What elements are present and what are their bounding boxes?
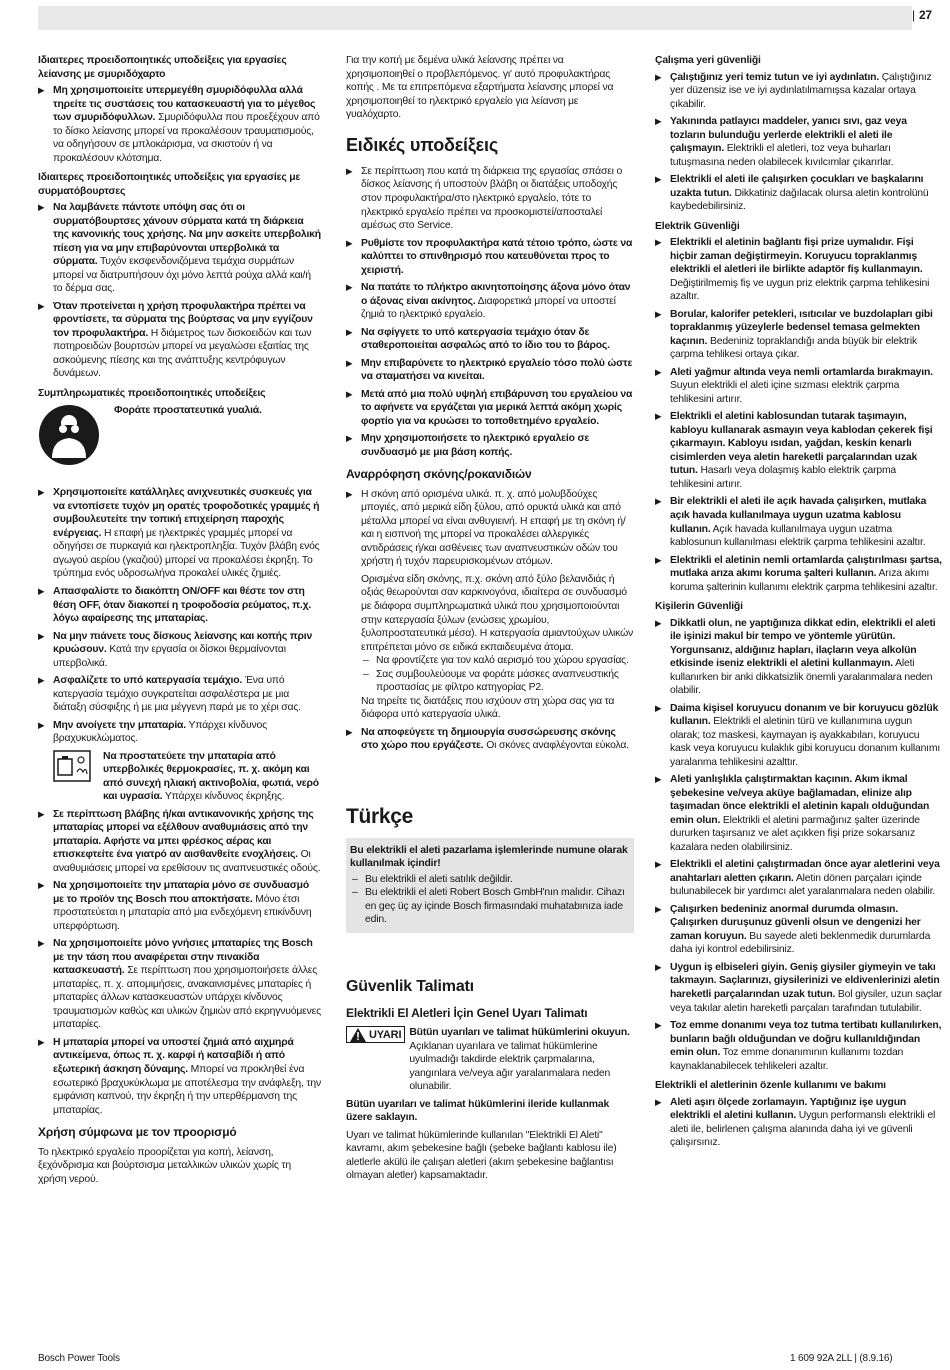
box-title: Bu elektrikli el aleti pazarlama işlemlerinde numune olarak kullanılmak içindir!	[350, 844, 628, 870]
dash-item: – Bu elektrikli el aleti Robert Bosch GmbH'nın malıdır. Cihazı en geç üç ay içinde Bosch firmasındaki muhatabınıza iade edin.	[350, 886, 630, 927]
paragraph: Το ηλεκτρικό εργαλείο προορίζεται για κοπή, λείανση, ξεχόνδρισμα και βούρτσισμα μεταλλικών υλικών χωρίς τη χρήση νερού.	[38, 1146, 291, 1185]
warning-block: UYARI Bütün uyarıları ve talimat hükümlerini okuyun. Açıklanan uyarılara ve talimat hükümlerine uyulmadığı takdirde elektrik çarpmalarına, yangınlara ve/veya ağır yaralanmalara neden olunabilir.	[346, 1026, 634, 1094]
section-title: Elektrik Güvenliği	[655, 220, 740, 232]
warning-label: UYARI	[346, 1026, 405, 1043]
column-2	[346, 54, 634, 1187]
bullet-item: ▶ Bir elektrikli el aleti ile açık havada çalışırken, mutlaka açık havada kullanılmaya uygun uzatma kablosu kullanın. Açık havada kullanılmaya uygun uzatma kablosunun kullanılması elektrik çarpma tehlikesini azaltır.	[655, 495, 942, 549]
bullet-item: ▶ Toz emme donanımı veya toz tutma tertibatı kullanılırken, bunların bağlı olduğundan ve doğru kullanıldığından emin olun. Toz emme donanımının kullanımı tozdan kaynaklanabilecek tehlikeleri azaltır.	[655, 1019, 942, 1073]
bullet-item: ▶ Elektrikli el aletinin nemli ortamlarda çalıştırılması şartsa, mutlaka arıza akımı koruma şalteri kullanın. Arıza akımı koruma şalterinin kullanımı elektrik çarpma tehlikesini azaltır.	[655, 554, 942, 595]
bullet-item: ▶ Μην ανοίγετε την μπαταρία. Υπάρχει κίνδυνος βραχυκυκλώματος.	[38, 719, 321, 746]
heading-general-warning: Elektrikli El Aletleri İçin Genel Uyarı Talimatı	[346, 1005, 588, 1020]
paragraph: Για την κοπή με δεμένα υλικά λείανσης πρέπει να χρησιμοποιηθεί ο προβλεπόμενος. γι' αυτό προφυλακτήρας κοπής . Με τα επιτρεπόμενα εξαρτήματα λείανσης μπορεί να χρησιμοποιηθεί το ηλεκτρικό εργαλείο για λείανση με γυαλόχαρτο.	[346, 55, 614, 121]
dash-item: – Σας συμβουλεύουμε να φοράτε μάσκες αναπνευστικής προστασίας με φίλτρο κατηγορίας P2.	[361, 668, 634, 695]
column-3	[655, 54, 942, 1154]
paragraph: Να τηρείτε τις διατάξεις που ισχύουν στη χώρα σας για τα διάφορα υπό κατεργασία υλικά.	[361, 695, 615, 721]
bullet-item: ▶ Όταν προτείνεται η χρήση προφυλακτήρα πρέπει να φροντίσετε, τα σύρματα της βούρτσας να μην εγγίζουν τον προφυλακτήρα. Η διάμετρος των δισκοειδών και των ποτηροειδών βουρτσών μπορεί να μεγαλώσει εξαιτίας της ασκούμενης πίεσης και της ανάπτυξης κεντρόφυγων δυνάμεων.	[38, 300, 321, 381]
bullet-item: ▶ Να λαμβάνετε πάντοτε υπόψη σας ότι οι συρματόβουρτσες χάνουν σύρματα κατά τη διάρκεια της κανονικής τους χρήσης. Να μην ασκείτε υπερβολική πίεση για να μην επιβαρύνονται υπερβολικά τα σύρματα. Τυχόν εκσφενδονιζόμενα τεμάχια συρμάτων μπορεί να διατρυπήσουν όχι μόνο λεπτά ρούχα αλλά και/ή το δέρμα σας.	[38, 201, 321, 296]
bullet-item: ▶ Η σκόνη από ορισμένα υλικά. π. χ. από μολυβδούχες μπογιές, από μερικά είδη ξύλου, από ορυκτά υλικά και από μέταλλα μπορεί να είναι ανθυγιεινή. Η επαφή με τη σκόνη ή/και η εισπνοή της μπορεί να προκαλέσει αλλεργικές αντιδράσεις ή/και ασθένειες των αναπνευστικών οδών του χρήστη ή τυχόν παρευρισκομένων ατόμων.	[346, 488, 634, 569]
bullet-item: ▶ Elektrikli el aleti ile çalışırken çocukları ve başkalarını uzakta tutun. Dikkatiniz dağılacak olursa aletin kontrolünü kaybedebilirsiniz.	[655, 173, 942, 214]
heading-special: Ειδικές υποδείξεις	[346, 134, 498, 155]
bullet-item: ▶ Να μην πιάνετε τους δίσκους λείανσης και κοπής πριν κρυώσουν. Κατά την εργασία οι δίσκοι θερμαίνονται υπερβολικά.	[38, 630, 321, 671]
sample-notice-box	[346, 838, 634, 933]
bullet-item: ▶ Η μπαταρία μπορεί να υποστεί ζημιά από αιχμηρά αντικείμενα, όπως π. χ. καρφί ή κατσαβίδι ή από εξωτερική άσκηση δύναμης. Μπορεί να προκληθεί ένα εσωτερικό βραχυκύκλωμα με αποτέλεσμα την ανάφλεξη, την εμφάνιση καπνού, την έκρηξη ή την υπερθέρμανση της μπαταρίας.	[38, 1036, 321, 1117]
section-title: Elektrikli el aletlerinin özenle kullanımı ve bakımı	[655, 1080, 886, 1092]
bullet-item: ▶ Να αποφεύγετε τη δημιουργία συσσώρευσης σκόνης στο χώρο που εργάζεστε. Οι σκόνες αναφλέγονται εύκολα.	[346, 726, 634, 753]
bullet-item: ▶ Aleti yanlışlıkla çalıştırmaktan kaçının. Akım ikmal şebekesine ve/veya aküye bağlamadan, elinize alıp taşımadan önce elektrikli el aletinin kapalı olduğundan emin olun. Elektrikli el aletini parmağınız şalter üzerinde dururken taşırsanız ve alet açıkken fişi prize sokarsanız kazalara neden olabilirsiniz.	[655, 773, 942, 854]
footer-docnumber: 1 609 92A 2LL | (8.9.16)	[790, 1353, 893, 1364]
dash-list	[346, 654, 634, 695]
bullet-item: ▶ Borular, kalorifer petekleri, ısıtıcılar ve buzdolapları gibi topraklanmış yüzeylerle bedensel temasa gelmekten kaçının. Bedeniniz topraklandığı anda büyük bir elektrik çarpma tehlikesi ortaya çıkar.	[655, 308, 942, 362]
bullet-item: ▶ Απασφαλίστε το διακόπτη ON/OFF και θέστε τον στη θέση OFF, όταν διακοπεί η τροφοδοσία ρεύματος, π.χ. λόγω αφαίρεσης της μπαταρίας.	[38, 585, 321, 626]
bullet-item: ▶ Elektrikli el aletini kablosundan tutarak taşımayın, kabloyu kullanarak asmayın veya kablodan çekerek fişi çıkarmayın. Kabloyu ısıdan, yağdan, keskin kenarlı cisimlerden veya aletin hareketli parçalarından uzak tutun. Hasarlı veya dolaşmış kablo elektrik çarpma tehlikesini artırır.	[655, 410, 942, 491]
bullet-item: ▶ Ασφαλίζετε το υπό κατεργασία τεμάχιο. Ένα υπό κατεργασία τεμάχιο συγκρατείται ασφαλέστερα με μια διάταξη σύσφιξης ή με μια μέγγενη παρά με το χέρι σας.	[38, 674, 321, 715]
bullet-item: ▶ Μην χρησιμοποιήσετε το ηλεκτρικό εργαλείο σε συνδυασμό με μια βάση κοπής.	[346, 432, 634, 459]
section-title: Συμπληρωματικές προειδοποιητικές υποδείξεις	[38, 387, 266, 399]
section-title: Kişilerin Güvenliği	[655, 601, 743, 613]
bullet-item: ▶ Να χρησιμοποιείτε την μπαταρία μόνο σε συνδυασμό με το προϊόν της Bosch που αποκτήσατε. Μόνο έτσι προστατεύεται η μπαταρία από μια ενδεχόμενη επικίνδυνη υπερφόρτωση.	[38, 879, 321, 933]
bullet-item: ▶ Elektrikli el aletini çalıştırmadan önce ayar aletlerini veya anahtarları aletten çıkarın. Aletin dönen parçaları içinde bulunabilecek bir yardımcı alet yaralanmalara neden olabilir.	[655, 858, 942, 899]
warning-triangle-icon	[350, 1028, 366, 1042]
bullet-item: ▶ Σε περίπτωση που κατά τη διάρκεια της εργασίας σπάσει ο δίσκος λείανσης ή υποστούν βλάβη οι διατάξεις υποδοχής στον προφυλακτήρα/στο ηλεκτρικό εργαλείο, τότε το ηλεκτρικό εργαλείο πρέπει να προσκομιστεί/αποσταλεί αμέσως στο Service.	[346, 165, 634, 233]
bullet-item: ▶ Χρησιμοποιείτε κατάλληλες ανιχνευτικές συσκευές για να εντοπίσετε τυχόν μη ορατές τροφοδοτικές γραμμές ή συμβουλευτείτε την τοπική επιχείρηση παροχής ενέργειας. Η επαφή με ηλεκτρικές γραμμές μπορεί να οδηγήσει σε πυρκαγιά και ηλεκτροπληξία. Τυχόν βλάβη ενός αγωγού αερίου (γκαζιού) μπορεί να προκαλέσει έκρηξη. Το τρύπημα ενός υδροσωλήνα προκαλεί υλικές ζημιές.	[38, 486, 321, 581]
bullet-item: ▶ Μη χρησιμοποιείτε υπερμεγέθη σμυριδόφυλλα αλλά τηρείτε τις συστάσεις του κατασκευαστή για το μέγεθος των σμυριδόφυλλων. Σμυριδόφυλλα που προεξέχουν από το δίσκο λείανσης μπορεί να προκαλέσουν τραυματισμούς, να οδηγήσουν σε μπλοκάρισμα, να σκιστούν ή να προκαλέσουν κλότσημα.	[38, 84, 321, 165]
bullet-item: ▶ Daima kişisel koruyucu donanım ve bir koruyucu gözlük kullanın. Elektrikli el aletinin türü ve kullanımına uygun olarak; toz maskesi, kaymayan iş ayakkabıları, koruyucu kask veya koruyucu kulaklık gibi koruyucu donanım kullanımı yaralanma tehlikesini azalttır.	[655, 702, 942, 770]
safety-goggles-icon	[38, 404, 100, 466]
bullet-item: ▶ Uygun iş elbiseleri giyin. Geniş giysiler giymeyin ve takı takmayın. Saçlarınızı, giysilerinizi ve eldivenlerinizi aletin hareketli parçalarından uzak tutun. Bol giysiler, uzun saçlar veya takılar aletin hareketli parçaları tarafından tutulabilir.	[655, 961, 942, 1015]
bullet-item: ▶ Να χρησιμοποιείτε μόνο γνήσιες μπαταρίες της Bosch με την τάση που αναφέρεται στην πινακίδα κατασκευαστή. Σε περίπτωση που χρησιμοποιήσετε άλλες μπαταρίες, π. χ. απομιμήσεις, ανακαινισμένες μπαταρίες ή μπαταρίες άλλων κατασκευαστών υπάρχει κίνδυνος τραυματισμών καθώς και υλικών ζημιών από εκρηγνυόμενες μπαταρίες.	[38, 937, 321, 1032]
bullet-item: ▶ Aleti aşırı ölçede zorlamayın. Yaptığınız işe uygun elektrikli el aletini kullanın. Uygun performanslı elektrikli el aleti ile, belirlenen çalışma alanında daha iyi ve güvenli çalışırsınız.	[655, 1096, 942, 1150]
paragraph: Bütün uyarıları ve talimat hükümlerini ileride kullanmak üzere saklayın.	[346, 1098, 610, 1124]
paragraph: Ορισμένα είδη σκόνης, π.χ. σκόνη από ξύλο βελανιδιάς ή οξιάς θεωρούνται σαν καρκινογόνα, ιδιαίτερα σε συνδυασμό με διάφορα συμπληρωματικά υλικά που χρησιμοποιούνται στην κατεργασία ξύλων (ενώσεις χρωμίου, ξυλοπροστατευτικά μέσα). Η κατεργασία αμιαντούχων υλικών επιτρέπεται μόνο σε ειδικά εκπαιδευμένα άτομα.	[361, 573, 634, 653]
dash-item: – Να φροντίζετε για τον καλό αερισμό του χώρου εργασίας.	[361, 654, 634, 668]
section-title: Ιδιαιτερες προειδοποιητικές υποδείξεις για εργασίες με συρματόβουρτσες	[38, 172, 301, 197]
bullet-item: ▶ Μην επιβαρύνετε το ηλεκτρικό εργαλείο τόσο πολύ ώστε να σταματήσει να κινείται.	[346, 357, 634, 384]
bullet-item: ▶ Yakınında patlayıcı maddeler, yanıcı sıvı, gaz veya tozların bulunduğu yerlerde elektrikli el aleti ile çalışmayın. Elektrikli el aletleri, toz veya buharları tutuşmasına neden olabilecek kıvılcımlar çıkarırlar.	[655, 115, 942, 169]
column-1	[38, 54, 321, 1190]
battery-heat-sun-icon	[53, 750, 91, 782]
battery-warning: Να προστατεύετε την μπαταρία από υπερβολικές θερμοκρασίες, π. χ. ακόμη και από συνεχή ηλιακή ακτινοβολία, φωτιά, νερό και υγρασία. Υπάρχει κίνδυνος έκρηξης.	[38, 750, 321, 804]
bullet-item: ▶ Çalışırken bedeniniz anormal durumda olmasın. Çalışırken duruşunuz güvenli olsun ve dengenizi her zaman koruyun. Bu sayede aleti beklenmedik durumlarda daha iyi kontrol edebilirsiniz.	[655, 903, 942, 957]
bullet-item: ▶ Çalıştığınız yeri temiz tutun ve iyi aydınlatın. Çalıştığınız yer düzensiz ise ve iyi aydınlatılmamışsa kazalar ortaya çıkabilir.	[655, 71, 942, 112]
page-number: | 27	[912, 8, 932, 24]
footer-brand: Bosch Power Tools	[38, 1353, 120, 1364]
section-title: Çalışma yeri güvenliği	[655, 55, 761, 66]
goggles-label: Φοράτε προστατευτικά γυαλιά.	[114, 405, 262, 417]
bullet-item: ▶ Να πατάτε το πλήκτρο ακινητοποίησης άξονα μόνο όταν ο άξονας είναι ακίνητος. Διαφορετικά μπορεί να υποστεί ζημιά το ηλεκτρικό εργαλείο.	[346, 281, 634, 322]
header-bar	[38, 6, 912, 30]
bullet-item: ▶ Aleti yağmur altında veya nemli ortamlarda bırakmayın. Suyun elektrikli el aleti içine sızması elektrik çarpma tehlikesini artırır.	[655, 366, 942, 407]
dash-item: – Bu elektrikli el aleti satılık değildir.	[350, 873, 630, 887]
bullet-item: ▶ Να σφίγγετε το υπό κατεργασία τεμάχιο όταν δε σταθεροποιείται ασφαλώς από το ίδιο του το βάρος.	[346, 326, 634, 353]
bullet-item: ▶ Elektrikli el aletinin bağlantı fişi prize uymalıdır. Fişi hiçbir zaman değiştirmeyin. Koruyucu topraklanmış elektrikli el aletleri ile birlikte adaptör fiş kullanmayın. Değiştirilmemiş fiş ve uygun priz elektrik çarpma tehlikesini azaltır.	[655, 236, 942, 304]
section-title: Ιδιαιτερες προειδοποιητικές υποδείξεις για εργασίες λείανσης με σμυριδόχαρτο	[38, 55, 287, 80]
heading-dust: Αναρρόφηση σκόνης/ροκανιδιών	[346, 467, 532, 482]
goggles-row	[38, 404, 321, 466]
paragraph: Uyarı ve talimat hükümlerinde kullanılan "Elektrikli El Aleti" kavramı, akım şebekesine bağlı (şebeke bağlantı kablosu ile) aletlerle akülü ile çalışan aletleri (akım şebekesine bağlantısı olmayan aletler) kapsamaktadır.	[346, 1129, 617, 1182]
heading-turkce: Türkçe	[346, 804, 414, 828]
bullet-item: ▶ Dikkatli olun, ne yaptığınıza dikkat edin, elektrikli el aleti ile işinizi makul bir tempo ve yöntemle yürütün. Yorgunsanız, aldığınız hapları, ilaçların veya alkolün etkisinde iseniz elektrikli el aletini kullanmayın. Aleti kullanırken bir anki dikkatsizlik önemli yaralanmalara neden olabilir.	[655, 617, 942, 698]
bullet-item: ▶ Σε περίπτωση βλάβης ή/και αντικανονικής χρήσης της μπαταρίας μπορεί να εξέλθουν αναθυμιάσεις από την μπαταρία. Αφήστε να μπει φρέσκος αέρας και επισκεφτείτε ένα γιατρό αν αισθανθείτε ενοχλήσεις. Οι αναθυμιάσεις μπορεί να ερεθίσουν τις αναπνευστικές οδούς.	[38, 808, 321, 876]
heading-intended-use: Χρήση σύμφωνα με τον προορισμό	[38, 1125, 237, 1140]
bullet-item: ▶ Μετά από μια πολύ υψηλή επιβάρυνση του εργαλείου να το αφήνετε να εργάζεται για μερικά λεπτά ακόμη χωρίς φορτίο για να κρυώσει το τοποθετημένο εργαλείο.	[346, 388, 634, 429]
bullet-item: ▶ Ρυθμίστε τον προφυλακτήρα κατά τέτοιο τρόπο, ώστε να καλύπτει το σπινθηρισμό που κατευθύνεται προς το χειριστή.	[346, 237, 634, 278]
heading-safety: Güvenlik Talimatı	[346, 977, 474, 995]
